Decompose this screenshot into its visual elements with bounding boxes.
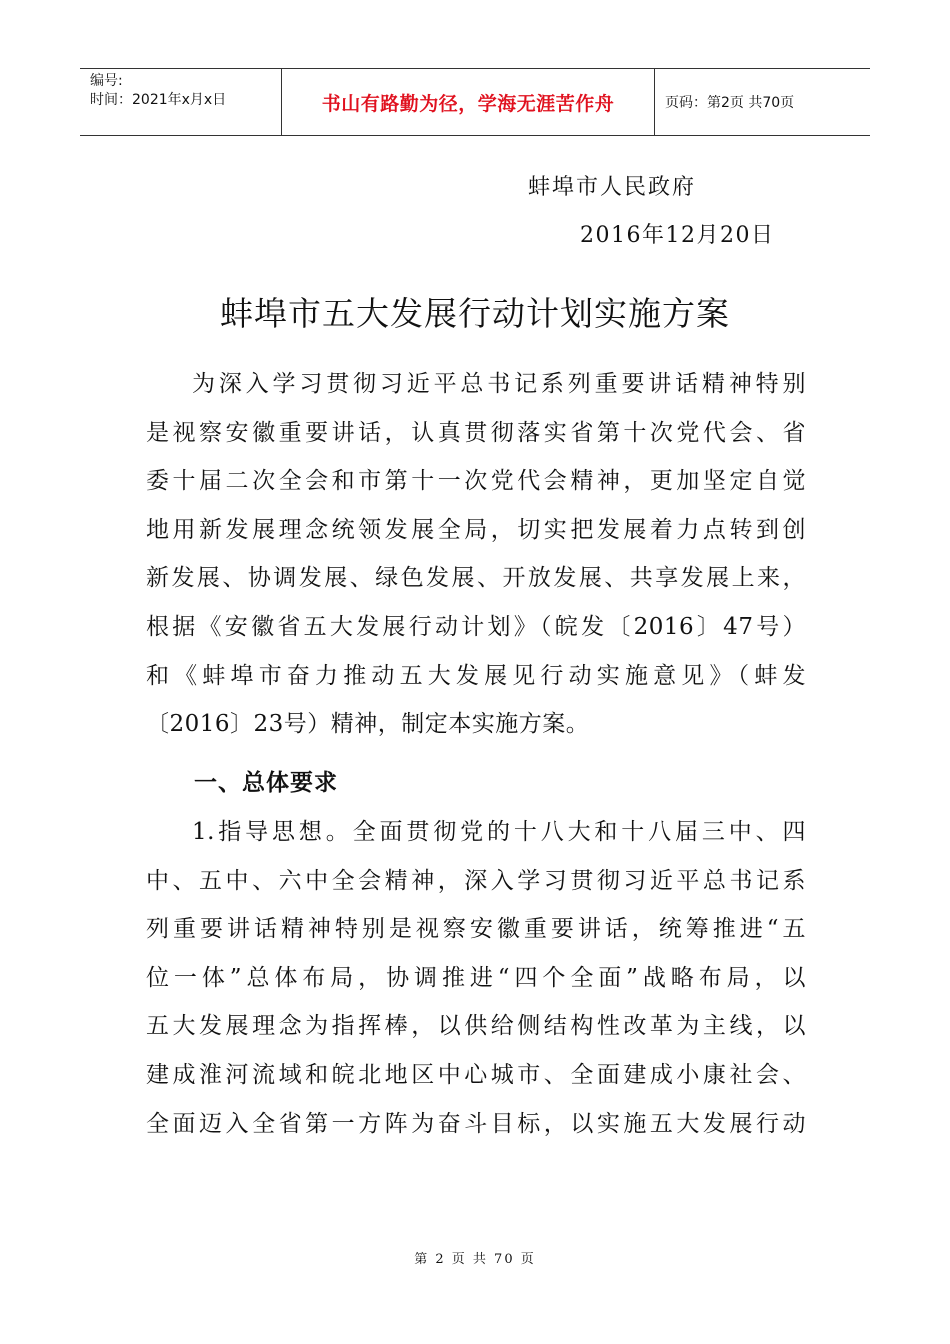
header-motto: 书山有路勤为径，学海无涯苦作舟 — [282, 69, 655, 135]
paragraph-line: 根据《安徽省五大发展行动计划》（皖发〔2016〕47号） — [146, 613, 806, 640]
page-footer: 第 2 页 共 70 页 — [414, 1252, 536, 1267]
intro-paragraph — [146, 360, 806, 749]
paragraph-line: 是视察安徽重要讲话，认真贯彻落实省第十次党代会、省 — [146, 419, 806, 446]
section-heading: 一、总体要求 — [194, 770, 338, 796]
paragraph-line: 为深入学习贯彻习近平总书记系列重要讲话精神特别 — [192, 371, 806, 397]
guideline-paragraph — [146, 808, 806, 1148]
number-label: 编号: — [90, 73, 123, 89]
paragraph-line: 五大发展理念为指挥棒，以供给侧结构性改革为主线，以 — [146, 1013, 806, 1040]
paragraph-line: 1.指导思想。全面贯彻党的十八大和十八届三中、四 — [192, 819, 806, 845]
paragraph-line: 〔2016〕23号）精神，制定本实施方案。 — [146, 711, 590, 738]
paragraph-line: 列重要讲话精神特别是视察安徽重要讲话，统筹推进“五 — [146, 916, 806, 943]
paragraph-line: 建成淮河流域和皖北地区中心城市、全面建成小康社会、 — [146, 1061, 806, 1088]
header-meta-cell — [80, 69, 282, 135]
issuing-organization: 蚌埠市人民政府 — [528, 175, 697, 200]
paragraph-line: 位一体”总体布局，协调推进“四个全面”战略布局，以 — [146, 964, 806, 991]
paragraph-line: 和《蚌埠市奋力推动五大发展见行动实施意见》（蚌发 — [146, 662, 806, 689]
document-title: 蚌埠市五大发展行动计划实施方案 — [220, 294, 730, 333]
time-label: 时间：2021年x月x日 — [90, 92, 227, 108]
paragraph-line: 新发展、协调发展、绿色发展、开放发展、共享发展上来， — [146, 565, 806, 592]
paragraph-line: 全面迈入全省第一方阵为奋斗目标，以实施五大发展行动 — [146, 1110, 806, 1137]
document-header — [80, 68, 870, 136]
header-page-info: 页码：第2页 共70页 — [665, 95, 795, 111]
issue-date: 2016年12月20日 — [580, 223, 775, 248]
paragraph-line: 中、五中、六中全会精神，深入学习贯彻习近平总书记系 — [146, 867, 806, 894]
paragraph-line: 地用新发展理念统领发展全局，切实把发展着力点转到创 — [146, 516, 806, 543]
paragraph-line: 委十届二次全会和市第十一次党代会精神，更加坚定自觉 — [146, 468, 806, 495]
